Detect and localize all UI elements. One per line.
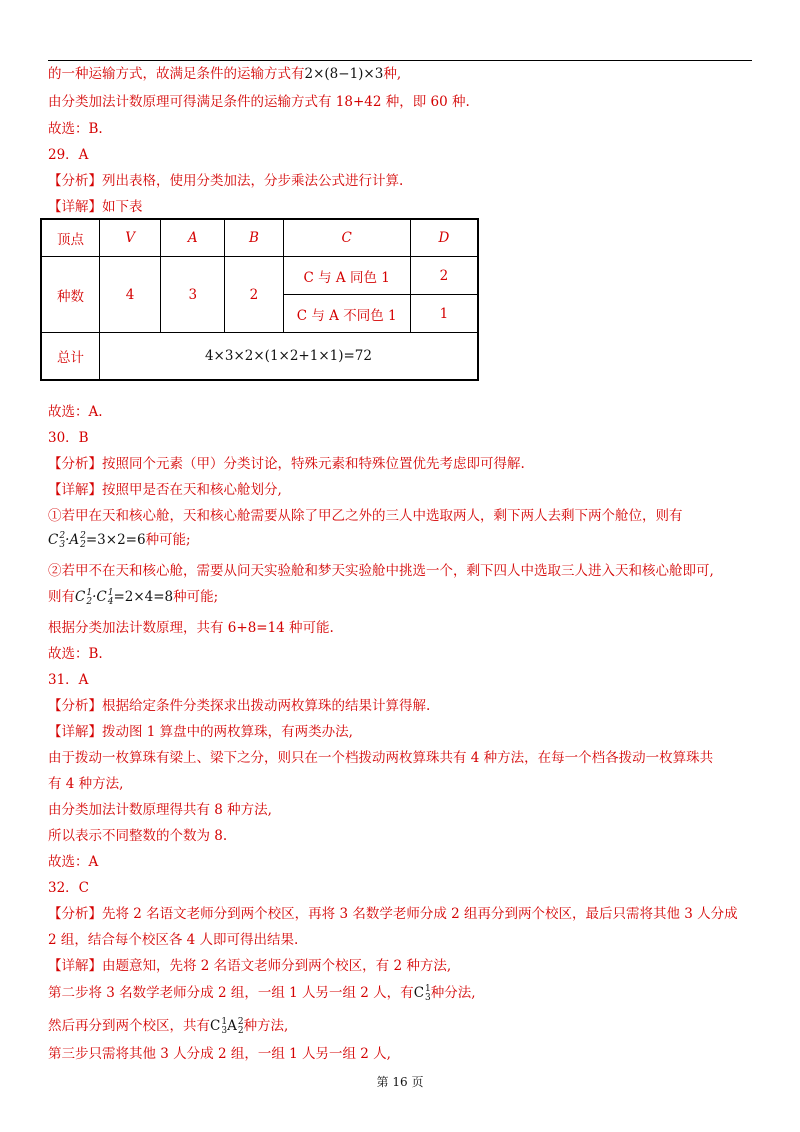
text-line: 由分类加法计数原理可得满足条件的运输方式有 18+42 种，即 60 种.	[48, 94, 470, 110]
formula: C 1 3	[413, 983, 431, 1003]
table-header-row: 顶点 V A B C D	[41, 219, 478, 257]
formula-line: 则有C 1 2 ·C 1 4 =2×4=8种可能;	[48, 587, 219, 607]
text-line: 第三步只需将其他 3 人分成 2 组，一组 1 人另一组 2 人,	[48, 1046, 391, 1062]
text-line: 第二步将 3 名数学老师分成 2 组，一组 1 人另一组 2 人，有C 1 3 种分法,	[48, 983, 476, 1003]
text-line: 然后再分到两个校区，共有C 1 3 A 2 2 种方法,	[48, 1016, 289, 1036]
total-formula: 4×3×2×(1×2+1×1)=72	[99, 333, 478, 381]
page-footer: 第 16 页	[376, 1075, 424, 1089]
formula: C 1 2 ·C 1 4	[75, 587, 114, 607]
detail-line: 【详解】如下表	[48, 199, 143, 215]
question-number: 29．A	[48, 147, 89, 163]
formula: 2×(8−1)×3	[304, 66, 384, 82]
analysis-line: 【分析】先将 2 名语文老师分到两个校区，再将 3 名数学老师分成 2 组再分到两个校区，最后只需将其他 3 人分成	[48, 906, 738, 922]
formula: C 1 3 A 2 2	[210, 1016, 244, 1036]
text-line: 的一种运输方式，故满足条件的运输方式有2×(8−1)×3种,	[48, 66, 402, 82]
text-line: 由于拨动一枚算珠有梁上、梁下之分，则只在一个档拨动两枚算珠共有 4 种方法，在每一个档各拨动一枚算珠共	[48, 750, 714, 766]
table-row: C 与 A 不同色 1 1	[41, 295, 478, 333]
formula: C 2 3 ·A 2 2	[48, 530, 86, 550]
text-line: 由分类加法计数原理得共有 8 种方法,	[48, 802, 272, 818]
answer-line: 故选：B.	[48, 646, 103, 662]
text-line: 故选：B.	[48, 121, 103, 137]
text-line: 所以表示不同整数的个数为 8.	[48, 828, 228, 844]
text-line: ①若甲在天和核心舱，天和核心舱需要从除了甲乙之外的三人中选取两人，剩下两人去剩下两个舱位，则有	[48, 508, 683, 524]
vertex-color-table	[40, 218, 479, 381]
answer-line: 故选：A	[48, 854, 99, 870]
text-line: 有 4 种方法,	[48, 776, 124, 792]
answer-line: 故选：A.	[48, 404, 103, 420]
question-number: 31．A	[48, 672, 89, 688]
header-rule	[48, 60, 752, 61]
analysis-line: 【分析】列出表格，使用分类加法，分步乘法公式进行计算.	[48, 173, 404, 189]
question-number: 32．C	[48, 880, 90, 896]
formula-line: C 2 3 ·A 2 2 =3×2=6种可能;	[48, 530, 191, 550]
text-line: 根据分类加法计数原理，共有 6+8=14 种可能.	[48, 620, 334, 636]
detail-line: 【详解】拨动图 1 算盘中的两枚算珠，有两类办法,	[48, 724, 353, 740]
table-total-row: 总计 4×3×2×(1×2+1×1)=72	[41, 333, 478, 381]
detail-line: 【详解】由题意知，先将 2 名语文老师分到两个校区，有 2 种方法,	[48, 958, 452, 974]
analysis-line: 【分析】按照同个元素（甲）分类讨论，特殊元素和特殊位置优先考虑即可得解.	[48, 456, 525, 472]
table-row: 种数 4 3 2 C 与 A 同色 1 2	[41, 257, 478, 295]
detail-line: 【详解】按照甲是否在天和核心舱划分,	[48, 482, 282, 498]
text-line: ②若甲不在天和核心舱，需要从问天实验舱和梦天实验舱中挑选一个，剩下四人中选取三人进入天和核心舱即可,	[48, 563, 714, 579]
question-number: 30．B	[48, 430, 89, 446]
analysis-line: 【分析】根据给定条件分类探求出拨动两枚算珠的结果计算得解.	[48, 698, 431, 714]
analysis-line: 2 组，结合每个校区各 4 人即可得出结果.	[48, 932, 299, 948]
